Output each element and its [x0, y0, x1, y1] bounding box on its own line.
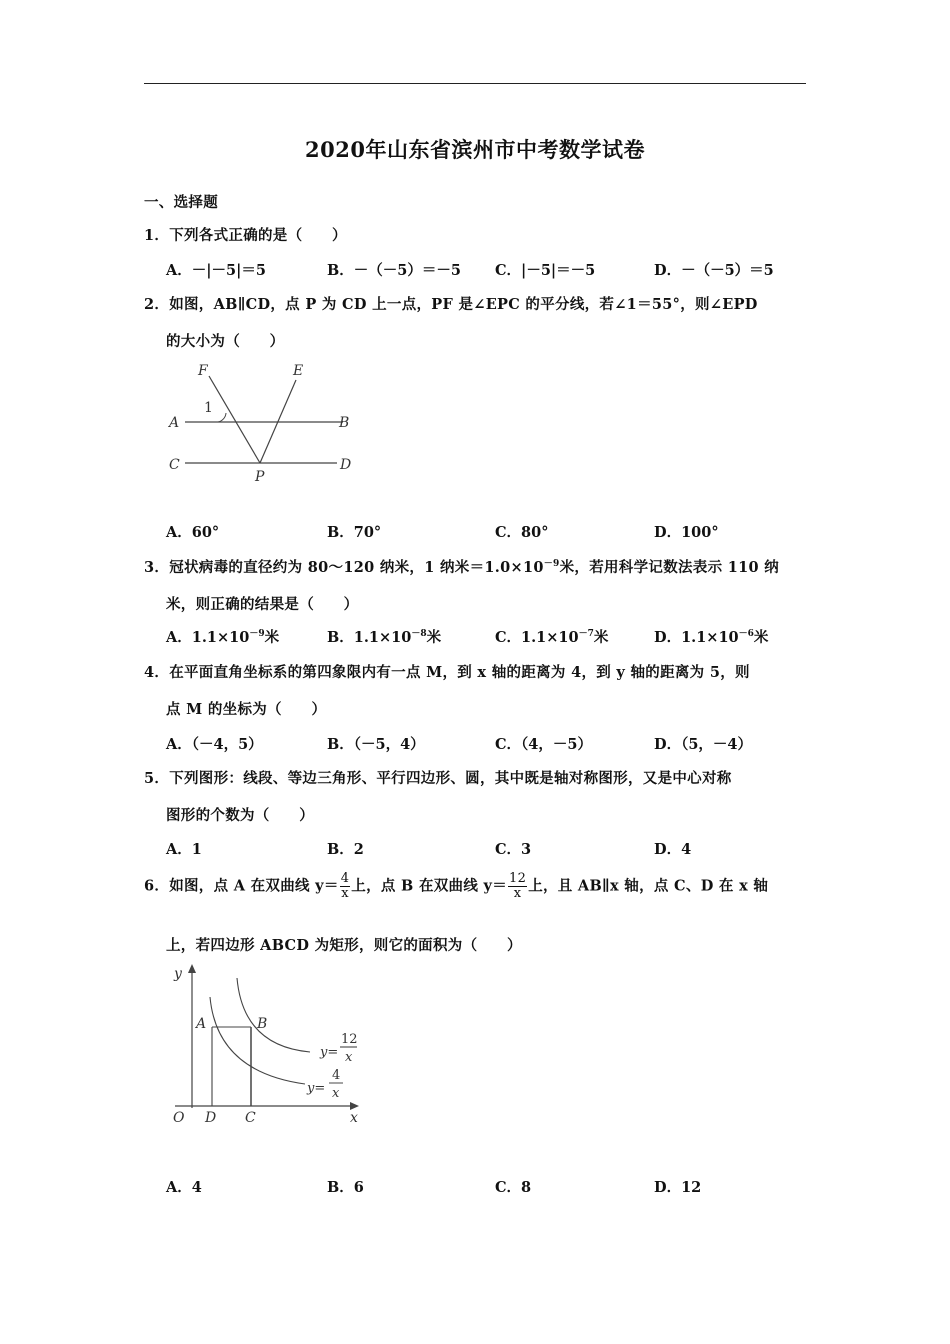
q3-option-c[interactable]: C．$1.1\times 10^{-7}$米	[495, 629, 609, 646]
label-a: A	[169, 415, 180, 431]
q3-stem-line1: 3．冠状病毒的直径约为 80～120 纳米，1 纳米$=1.0\times 10^{-9}$米，若用科学记数法表示 110 纳	[144, 559, 780, 576]
q2-stem-line2: 的大小为（ ）	[166, 333, 285, 350]
q6-option-a[interactable]: A．4	[166, 1179, 202, 1196]
q5-option-c[interactable]: C．3	[495, 841, 532, 858]
label-a: A	[196, 1016, 207, 1032]
label-num12: 12	[341, 1032, 358, 1047]
label-d: D	[340, 457, 352, 473]
curve-y-12-over-x	[237, 978, 310, 1052]
q5-option-b[interactable]: B．2	[327, 841, 364, 858]
q6-option-c[interactable]: C．8	[495, 1179, 532, 1196]
q2-option-b[interactable]: B．70°	[327, 524, 382, 541]
page-title: 2020年山东省滨州市中考数学试卷	[305, 137, 645, 162]
q1-option-b[interactable]: B．－（－5）＝－5	[327, 262, 461, 279]
q5-option-a[interactable]: A．1	[166, 841, 202, 858]
q4-option-c[interactable]: C．（4，－5）	[495, 736, 592, 753]
q4-option-d[interactable]: D．（5，－4）	[654, 736, 753, 753]
x-axis-arrow	[350, 1102, 359, 1110]
label-angle-1: 1	[204, 400, 213, 416]
q4-option-b[interactable]: B．（－5，4）	[327, 736, 425, 753]
line-pf	[209, 376, 260, 463]
label-d: D	[205, 1110, 217, 1126]
q6-stem-line1: 6．如图，点 A 在双曲线 y＝ $\frac{4}{x}$ 上，点 B 在双曲线 y＝ $\frac{12}{x}$ 上，且 AB∥x 轴，点 C、D 在 x 轴	[144, 871, 769, 901]
label-c: C	[169, 457, 180, 473]
q5-stem-line1: 5．下列图形：线段、等边三角形、平行四边形、圆，其中既是轴对称图形，又是中心对称	[144, 770, 732, 787]
curve-y-4-over-x	[210, 997, 305, 1084]
label-eq12: y=	[320, 1045, 339, 1060]
fraction-12-over-x: $\frac{12}{x}$	[509, 871, 527, 901]
q2-stem-line1: 2．如图，AB∥CD，点 P 为 CD 上一点，PF 是∠EPC 的平分线，若∠1＝55°，则∠EPD	[144, 296, 758, 313]
q3-option-d[interactable]: D．$1.1\times 10^{-6}$米	[654, 629, 769, 646]
q6-stem-line2: 上，若四边形 ABCD 为矩形，则它的面积为（ ）	[166, 937, 522, 954]
q2-figure	[165, 358, 365, 486]
q5-option-d[interactable]: D．4	[654, 841, 692, 858]
q4-stem-line1: 4．在平面直角坐标系的第四象限内有一点 M，到 x 轴的距离为 4，到 y 轴的距离为 5，则	[144, 664, 750, 681]
q2-option-c[interactable]: C．80°	[495, 524, 549, 541]
q5-stem-line2: 图形的个数为（ ）	[166, 807, 314, 824]
section-heading: 一、选择题	[144, 194, 218, 211]
q2-option-a[interactable]: A．60°	[166, 524, 220, 541]
label-den4: x	[332, 1086, 340, 1101]
label-o: O	[173, 1110, 185, 1126]
label-b: B	[339, 415, 350, 431]
label-den12: x	[345, 1050, 353, 1065]
q6-option-b[interactable]: B．6	[327, 1179, 364, 1196]
fraction-4-over-x: $\frac{4}{x}$	[340, 871, 350, 901]
q1-option-d[interactable]: D．－（－5）＝5	[654, 262, 774, 279]
q3-option-b[interactable]: B．$1.1\times 10^{-8}$米	[327, 629, 442, 646]
angle-1-arc	[218, 413, 226, 422]
label-p: P	[255, 469, 265, 485]
q1-stem: 1．下列各式正确的是（ ）	[144, 227, 347, 244]
label-c: C	[245, 1110, 256, 1126]
q6-option-d[interactable]: D．12	[654, 1179, 702, 1196]
q4-stem-line2: 点 M 的坐标为（ ）	[166, 701, 327, 718]
label-x: x	[350, 1110, 358, 1126]
y-axis-arrow	[188, 964, 196, 973]
label-e: E	[293, 363, 304, 379]
q3-stem-line2: 米，则正确的结果是（ ）	[166, 596, 359, 613]
q4-option-a[interactable]: A．（－4，5）	[166, 736, 263, 753]
q3-option-a[interactable]: A．$1.1\times 10^{-9}$米	[166, 629, 280, 646]
q6-figure	[165, 960, 370, 1135]
top-rule	[144, 83, 806, 84]
label-num4: 4	[332, 1068, 341, 1083]
label-b: B	[257, 1016, 268, 1032]
q1-option-c[interactable]: C．|－5|＝－5	[495, 262, 596, 279]
q1-option-a[interactable]: A．－|－5|＝5	[166, 262, 266, 279]
q2-option-d[interactable]: D．100°	[654, 524, 719, 541]
label-y: y	[174, 966, 182, 982]
label-eq4: y=	[307, 1081, 326, 1096]
label-f: F	[198, 363, 208, 379]
